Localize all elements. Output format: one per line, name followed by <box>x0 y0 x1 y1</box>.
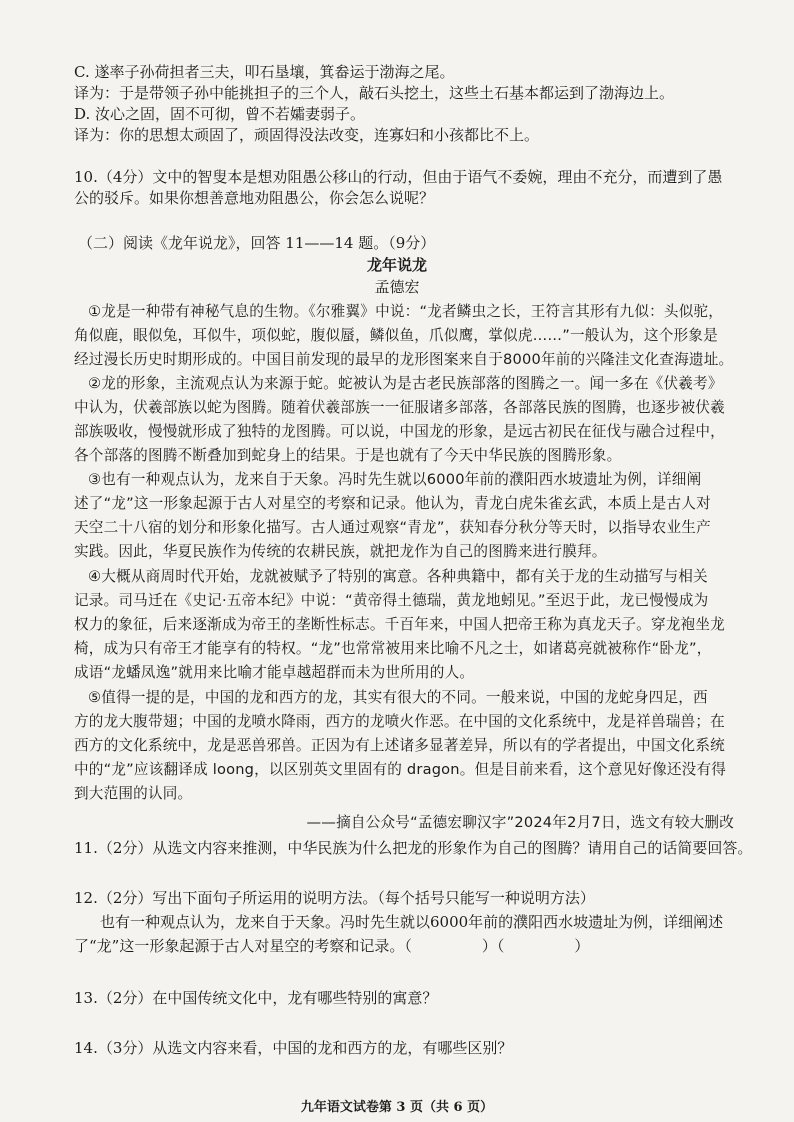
question-11: 11.（2分）从选文内容来推测，中华民族为什么把龙的形象作为自己的图腾？请用自己的话简要回答。 <box>74 839 753 857</box>
question-12-quote-line2 <box>74 936 764 957</box>
article-line: 记录。司马迁在《史记·五帝本纪》中说：“黄帝得土德瑞，黄龙地蚓见。”至迟于此，龙已慢慢成为 <box>74 592 709 609</box>
article-line: 方的龙大腹带翅；中国的龙喷水降雨，西方的龙喷火作恶。在中国的文化系统中，龙是祥兽瑞兽；在 <box>74 713 725 730</box>
article-line: ②龙的形象，主流观点认为来源于蛇。蛇被认为是古老民族部落的图腾之一。闻一多在《伏羲考》 <box>88 375 723 392</box>
article-line: 椅，成为只有帝王才能享有的特权。“龙”也常常被用来比喻不凡之士，如诸葛亮就被称作“卧龙”， <box>74 640 712 657</box>
question-12-quote-text: 了“龙”这一形象起源于古人对星空的考察和记录。（ <box>74 937 412 955</box>
article-line: ③也有一种观点认为，龙来自于天象。冯时先生就以6000年前的濮阳西水坡遗址为例，详细阐 <box>88 471 702 488</box>
page-footer: 九年语文试卷第 3 页（共 6 页） <box>300 1100 494 1115</box>
question-10-line1: 10.（4分）文中的智叟本是想劝阻愚公移山的行动，但由于语气不委婉，理由不充分，而遭到了愚 <box>74 168 723 186</box>
article-line: ⑤值得一提的是，中国的龙和西方的龙，其实有很大的不同。一般来说，中国的龙蛇身四足，西 <box>88 689 708 706</box>
option-c-translation: 译为：于是带领子孙中能挑担子的三个人，敲石头挖土，这些土石基本都运到了渤海边上。 <box>74 84 675 102</box>
question-12: 12.（2分）写出下面句子所运用的说明方法。（每个括号只能写一种说明方法） <box>74 889 595 907</box>
article-title: 龙年说龙 <box>366 256 427 274</box>
article-line: 成语“龙蟠凤逸”就用来比喻才能卓越超群而未为世所用的人。 <box>74 664 475 681</box>
article-author: 孟德宏 <box>374 278 420 296</box>
article-line: 天空二十八宿的划分和形象化描写。古人通过观察“青龙”，获知春分秋分等天时，以指导农业生产 <box>74 519 711 536</box>
section-heading: （二）阅读《龙年说龙》，回答 11——14 题。（9分） <box>78 234 436 252</box>
option-d: D. 汝心之固，固不可彻，曾不若孀妻弱子。 <box>74 105 366 123</box>
article-line: 到大范围的认同。 <box>74 785 193 802</box>
article-line: 西方的文化系统中，龙是恶兽邪兽。正因为有上述诸多显著差异，所以有的学者提出，中国文化系统 <box>74 737 725 754</box>
article-line: 中认为，伏羲部族以蛇为图腾。随着伏羲部族一一征服诸多部落，各部落民族的图腾，也逐步被伏羲 <box>74 399 725 416</box>
article-line: 部族吸收，慢慢就形成了独特的龙图腾。可以说，中国龙的形象，是远古初民在征伐与融合过程中， <box>74 423 725 440</box>
question-10-line2: 公的驳斥。如果你想善意地劝阻愚公，你会怎么说呢？ <box>74 189 435 207</box>
article-line: 中的“龙”应该翻译成 loong，以区别英文里固有的 dragon。但是目前来看，这个意见好像还没有得 <box>74 761 727 778</box>
question-13: 13.（2分）在中国传统文化中，龙有哪些特别的寓意？ <box>74 989 438 1007</box>
question-12-bracket-end: ） <box>574 937 590 955</box>
question-12-bracket-mid: ）（ <box>481 937 505 955</box>
article-line: 权力的象征，后来逐渐成为帝王的垄断性标志。千百年来，中国人把帝王称为真龙天子。穿龙袍坐龙 <box>74 616 725 633</box>
article-line: ①龙是一种带有神秘气息的生物。《尔雅翼》中说：“龙者鳞虫之长，王符言其形有九似：头似驼， <box>88 303 724 320</box>
article-line: 实践。因此，华夏民族作为传统的农耕民族，就把龙作为自己的图腾来进行膜拜。 <box>74 543 607 560</box>
article-line: 角似鹿，眼似兔，耳似牛，项似蛇，腹似蜃，鳞似鱼，爪似鹰，掌似虎……”一般认为，这个形象是 <box>74 327 718 344</box>
article-line: 经过漫长历史时期形成的。中国目前发现的最早的龙形图案来自于8000年前的兴隆洼文化查海遗址。 <box>74 351 734 368</box>
option-d-translation: 译为：你的思想太顽固了，顽固得没法改变，连寡妇和小孩都比不上。 <box>74 126 540 144</box>
option-c: C. 遂率子孙荷担者三夫，叩石垦壤，箕畚运于渤海之尾。 <box>74 63 455 81</box>
article-line: 述了“龙”这一形象起源于古人对星空的考察和记录。他认为，青龙白虎朱雀玄武，本质上是古人对 <box>74 495 711 512</box>
article-line: ④大概从商周时代开始，龙就被赋予了特别的寓意。各种典籍中，都有关于龙的生动描写与相关 <box>88 568 708 585</box>
question-12-quote-line1: 也有一种观点认为，龙来自于天象。冯时先生就以6000年前的濮阳西水坡遗址为例，详细阐述 <box>100 913 724 931</box>
article-source: ——摘自公众号“孟德宏聊汉字”2024年2月7日，选文有较大删改 <box>306 814 734 831</box>
question-14: 14.（3分）从选文内容来看，中国的龙和西方的龙，有哪些区别？ <box>74 1039 513 1057</box>
article-line: 各个部落的图腾不断叠加到蛇身上的结果。于是也就有了今天中华民族的图腾形象。 <box>74 447 622 464</box>
